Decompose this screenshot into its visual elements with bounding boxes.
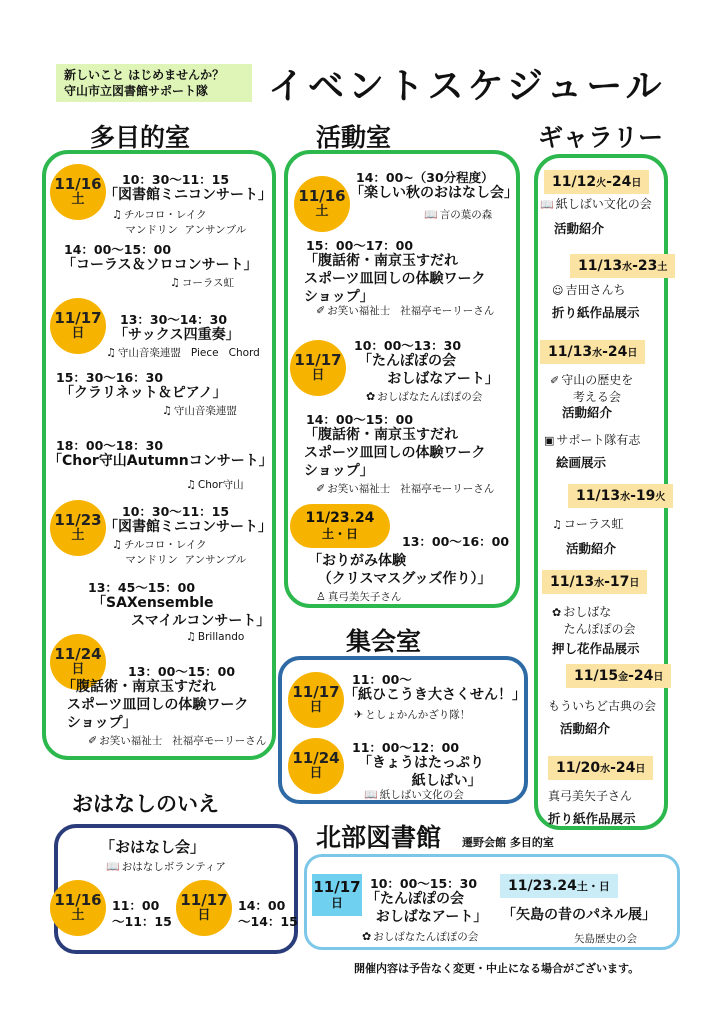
org-text: 真弓美矢子さん [327,591,402,603]
badge-date: 11/17 [54,308,102,327]
book-icon: 📖 [540,198,554,211]
ohanashi-title: おはなしのいえ [72,792,219,816]
event-organizer [424,208,492,223]
badge-weekday: 土 [71,908,85,924]
badge-weekday: 日 [311,368,325,384]
music-note-icon: ♫ [552,518,562,531]
event-time: 18：00～18：30 [56,438,164,453]
badge-date: 11/13 [576,488,621,504]
badge-weekday: 土 [71,528,85,544]
badge-date: 11/12 [552,174,597,190]
event-organizer [366,390,482,405]
badge-end: -24 [628,668,654,684]
org-text: おはなしボランティア [121,861,226,873]
org-text: 守山音楽連盟 Piece Chord [117,347,260,359]
badge-date: 11/17 [294,350,342,369]
event-time: 14：00～15：00 [306,412,414,427]
event-name: 「矢島の昔のパネル展」 [502,907,656,923]
event-name: 「図書館ミニコンサート」 [104,187,272,203]
music-note-icon: ♫ [112,538,122,551]
date-badge [290,504,390,548]
org-text: お笑い福祉士 社福亭モーリーさん [327,483,495,495]
flower-icon: ✿ [366,390,376,403]
gallery-organizer [544,432,640,449]
event-organizer [170,276,234,291]
badge-date: 11/17 [180,890,228,909]
event-name: 「サックス四重奏」 [114,327,240,343]
badge-weekday: 日 [309,700,323,716]
org-text: 紙しばい文化の会 [555,197,652,211]
person-icon: ♙ [316,590,326,603]
org-text: 言の葉の森 [439,209,493,221]
tag-line-1: 新しいこと はじめませんか？ [64,68,225,82]
badge-weekday: 水 [600,764,611,775]
event-time: 11：00～12：00 [352,740,460,755]
badge-end: -24 [606,174,632,190]
music-note-icon: ♫ [112,208,122,221]
shukai-title: 集会室 [346,627,422,656]
event-name: 「たんぽぽの会 おしばなアート」 [366,891,488,926]
date-badge [176,880,232,936]
org-text: チルコロ・レイク マンドリン アンサンブル [123,539,247,566]
event-organizer [316,304,494,319]
badge-weekday: 土 [315,204,329,220]
pencil-icon: ✐ [316,304,326,317]
event-name: 「クラリネット＆ピアノ」 [60,385,227,401]
event-organizer [316,590,401,605]
event-name: 「紙ひこうき大さくせん！」 [344,687,526,703]
badge-date: 11/20 [556,760,601,776]
gallery-item-name: 押し花作品展示 [552,641,640,656]
gallery-item-name: 活動紹介 [566,541,617,556]
gallery-item-name: 折り紙作品展示 [548,811,636,826]
org-text: コーラス虹 [563,517,624,531]
badge-weekday: 日 [627,348,638,359]
gallery-date-tag [548,756,653,780]
footer-note: 開催内容は予告なく変更・中止になる場合がございます。 [354,962,640,975]
badge-weekday: 火 [596,178,607,189]
badge-date: 11/16 [54,890,102,909]
event-organizer [112,538,246,567]
badge-weekday: 日 [653,672,664,683]
badge-weekday: 日 [309,766,323,782]
badge-weekday: 土 [657,262,668,273]
gallery-date-tag [540,340,645,364]
org-text: としょかんかざり隊！ [365,709,471,721]
pencil-icon: ✐ [88,734,98,747]
badge-weekday: 日 [631,178,642,189]
smile-icon: ☺ [552,284,564,297]
gallery-organizer [550,372,633,406]
event-name: 「SAXensemble スマイルコンサート」 [92,595,271,630]
org-text: おしばな たんぽぽの会 [563,605,636,636]
event-name: 「おりがみ体験 （クリスマスグッズ作り）」 [308,553,492,588]
event-time: 15：30～16：30 [56,370,164,385]
badge-date: 11/23.24 [508,878,577,894]
event-organizer [106,860,226,875]
date-badge [312,874,362,916]
gallery-organizer [540,196,652,213]
event-time: 14：00 [238,898,286,913]
org-text: コーラス虹 [181,277,235,289]
gallery-organizer [548,788,632,805]
badge-weekday: 土・日 [576,880,610,893]
org-text: お笑い福祉士 社福亭モーリーさん [327,305,495,317]
gallery-title: ギャラリー [538,123,664,152]
badge-weekday: 日 [197,908,211,924]
event-organizer [162,404,237,419]
event-time: 11：00 [112,898,160,913]
event-organizer [316,482,494,497]
badge-weekday: 水 [620,492,631,503]
event-time: 15：00～17：00 [306,238,414,253]
date-badge [50,500,106,556]
badge-end: -19 [630,488,656,504]
badge-date: 11/17 [313,878,361,897]
org-text: もういちど古典の会 [548,699,657,713]
org-text: Brillando [197,631,245,643]
event-name: 「きょうはたっぷり 紙しばい」 [358,755,484,790]
event-organizer [112,208,246,237]
badge-date: 11/17 [292,682,340,701]
event-name: 「たんぽぽの会 おしばなアート」 [358,353,499,388]
badge-date: 11/24 [54,644,102,663]
badge-date: 11/23 [54,510,102,529]
gallery-item-name: 絵画展示 [556,455,607,470]
event-organizer [106,346,260,361]
event-time: 14：00~（30分程度） [356,170,494,185]
badge-weekday: 水 [592,348,603,359]
org-text: 吉田さんち [565,283,626,297]
badge-weekday: 火 [655,492,666,503]
music-note-icon: ♫ [186,478,196,491]
gallery-organizer [552,516,624,533]
music-note-icon: ♫ [170,276,180,289]
date-badge [288,672,344,728]
event-name: 「腹話術・南京玉すだれ スポーツ皿回しの体験ワーク ショップ」 [62,679,249,732]
badge-date: 11/16 [298,186,346,205]
event-name: 「Chor守山Autumnコンサート」 [48,453,273,469]
event-organizer [186,630,244,645]
event-time-end: ～11：15 [112,914,172,929]
event-organizer [364,788,464,803]
date-badge [294,176,350,232]
flower-icon: ✿ [362,930,372,943]
header-tag [56,64,252,102]
event-time: 10：00～15：30 [370,876,478,891]
badge-weekday: 日 [635,764,646,775]
pencil-icon: ✐ [550,374,560,387]
event-name: 「腹話術・南京玉すだれ スポーツ皿回しの体験ワーク ショップ」 [304,427,486,480]
event-name: 「楽しい秋のおはなし会」 [350,185,518,201]
book-icon: 📖 [364,788,378,801]
hokubu-subtitle: 遷野会館 多目的室 [462,836,554,849]
date-badge [290,340,346,396]
badge-weekday: 日 [629,578,640,589]
gallery-item-name: 活動紹介 [560,721,611,736]
badge-date: 11/16 [54,174,102,193]
event-organizer: 矢島歴史の会 [574,933,637,945]
org-text: 守山音楽連盟 [173,405,237,417]
event-time-end: ～14：15 [238,914,298,929]
event-organizer [88,734,266,749]
badge-end: -23 [632,258,658,274]
badge-weekday: 水 [594,578,605,589]
date-badge [50,164,106,220]
event-name: 「図書館ミニコンサート」 [104,519,272,535]
badge-date: 11/15 [574,668,619,684]
gallery-organizer [552,282,625,299]
airplane-icon: ✈ [354,708,364,721]
badge-end: -24 [602,344,628,360]
event-time: 14：00～15：00 [64,242,172,257]
event-time: 13：45～15：00 [88,580,196,595]
badge-date: 11/24 [292,748,340,767]
book-icon: 📖 [424,208,438,221]
gallery-date-tag [544,170,649,194]
katsudo-title: 活動室 [316,123,392,152]
picture-icon: ▣ [544,434,555,447]
badge-weekday: 日 [330,895,343,910]
event-organizer [186,478,244,493]
gallery-date-tag [566,664,671,688]
org-text: 真弓美矢子さん [548,789,633,803]
flower-icon: ✿ [552,606,562,619]
badge-weekday: 日 [71,662,85,678]
gallery-item-name: 折り紙作品展示 [552,305,640,320]
event-name: 「コーラス＆ソロコンサート」 [62,257,258,273]
gallery-date-tag [542,570,647,594]
date-badge [288,738,344,794]
tag-line-2: 守山市立図書館サポート隊 [64,84,209,99]
org-text: おしばなたんぽぽの会 [377,391,483,403]
music-note-icon: ♫ [162,404,172,417]
org-text: お笑い福祉士 社福亭モーリーさん [99,735,267,747]
org-text: おしばなたんぽぽの会 [373,931,479,943]
gallery-organizer [552,604,635,638]
gallery-item-name: 活動紹介 [554,221,605,236]
badge-weekday: 土 [71,192,85,208]
music-note-icon: ♫ [106,346,116,359]
event-time: 10：00～13：30 [354,338,462,353]
gallery-organizer [548,698,656,715]
event-time: 10：30～11：15 [122,504,230,519]
event-time: 11：00～ [352,672,412,687]
event-name: 「おはなし会」 [100,838,206,856]
badge-end: -24 [610,760,636,776]
event-organizer [362,930,478,945]
book-icon: 📖 [106,860,120,873]
badge-date: 11/13 [550,574,595,590]
org-text: 守山の歴史を 考える会 [561,373,634,404]
date-badge [50,298,106,354]
badge-weekday: 金 [618,672,629,683]
gallery-item-name: 活動紹介 [562,405,613,420]
event-time: 13：30～14：30 [120,312,228,327]
badge-weekday: 土・日 [321,527,358,542]
badge-end: -17 [604,574,630,590]
page-title: イベントスケジュール [268,66,666,107]
badge-weekday: 水 [622,262,633,273]
badge-date: 11/23.24 [305,510,375,527]
gallery-date-tag [568,484,673,508]
gallery-date-tag [570,254,675,278]
hokubu-title: 北部図書館 [316,823,442,852]
event-time: 10：30～11：15 [122,172,230,187]
org-text: 紙しばい文化の会 [379,789,464,801]
badge-date: 11/13 [548,344,593,360]
badge-date: 11/13 [578,258,623,274]
event-organizer [354,708,470,723]
event-time: 13：00～16：00 [402,534,510,549]
music-note-icon: ♫ [186,630,196,643]
org-text: サポート隊有志 [556,433,641,447]
date-badge [50,880,106,936]
badge-weekday: 日 [71,326,85,342]
org-text: Chor守山 [197,479,244,491]
tamokuteki-title: 多目的室 [90,123,191,152]
org-text: チルコロ・レイク マンドリン アンサンブル [123,209,247,236]
event-name: 「腹話術・南京玉すだれ スポーツ皿回しの体験ワーク ショップ」 [304,253,486,306]
pencil-icon: ✐ [316,482,326,495]
date-badge [500,874,618,898]
event-time: 13：00～15：00 [128,664,236,679]
